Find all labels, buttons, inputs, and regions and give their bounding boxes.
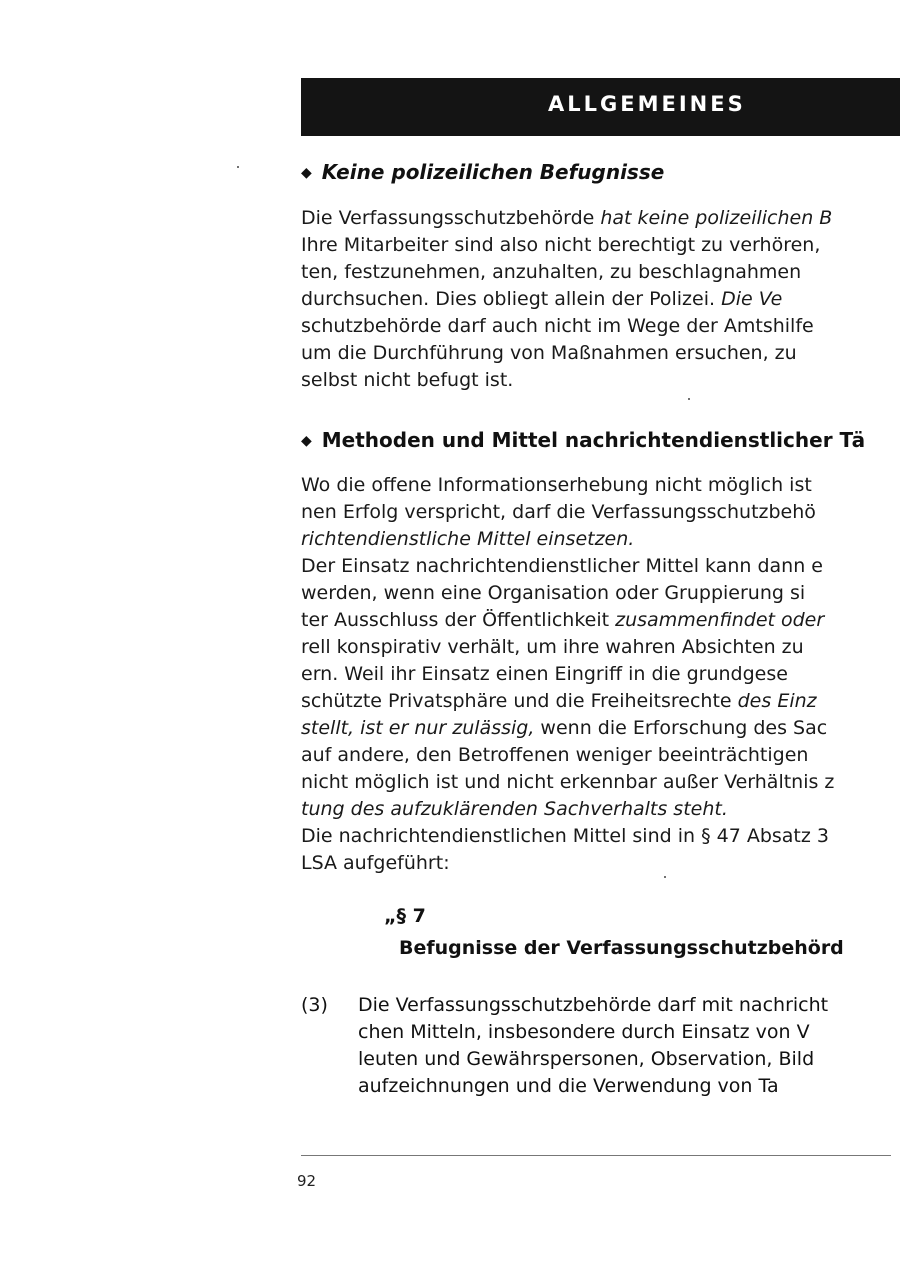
text-segment: rell konspirativ verhält, um ihre wahren Absichten zu [301,636,804,658]
section2-line [301,715,827,741]
text-segment: nen Erfolg verspricht, darf die Verfassungsschutzbehö [301,501,816,523]
text-segment: stellt, ist er nur zulässig, [301,717,535,739]
section2-line [301,472,812,498]
text-segment: tung des aufzuklärenden Sachverhalts steht. [301,798,728,820]
section1-line [301,313,814,339]
text-segment: Die nachrichtendienstlichen Mittel sind in § 47 Absatz 3 [301,825,829,847]
scan-speck [688,398,690,400]
section2-line [301,553,823,579]
text-segment: Der Einsatz nachrichtendienstlicher Mittel kann dann e [301,555,823,577]
text-segment: Ihre Mitarbeiter sind also nicht berechtigt zu verhören, [301,234,821,256]
text-segment: des Einz [737,690,817,712]
section-header-title: ALLGEMEINES [548,92,746,116]
section1-line [301,286,782,312]
law-section-title: Befugnisse der Verfassungsschutzbehörd [399,937,844,959]
law-section-number: „§ 7 [384,905,426,927]
text-segment: schutzbehörde darf auch nicht im Wege der Amtshilfe [301,315,814,337]
section2-line [301,688,817,714]
text-segment: Die Verfassungsschutzbehörde [301,207,601,229]
law-paragraph-number: (3) [301,994,328,1016]
section2-line [301,742,808,768]
page-number: 92 [297,1172,317,1190]
section1-line [301,232,820,258]
section2-line [301,634,804,660]
section1-line [301,367,513,393]
text-segment: wenn die Erforschung des Sac [534,717,828,739]
text-segment: richtendienstliche Mittel einsetzen. [301,528,635,550]
text-segment: Wo die offene Informationserhebung nicht möglich ist [301,474,812,496]
section2-line [301,823,829,849]
text-segment: Die Verfassungsschutzbehörde darf mit nachricht [358,994,829,1016]
text-segment: Die Ve [721,288,783,310]
text-segment: aufzeichnungen und die Verwendung von Ta [358,1075,779,1097]
section1-title: Keine polizeilichen Befugnisse [321,160,665,184]
section2-line [301,661,788,687]
text-segment: nicht möglich ist und nicht erkennbar außer Verhältnis z [301,771,835,793]
section1-line [301,259,801,285]
section2-heading [301,428,865,452]
text-segment: chen Mitteln, insbesondere durch Einsatz von V [358,1021,810,1043]
text-segment: durchsuchen. Dies obliegt allein der Polizei. [301,288,722,310]
footer-rule [301,1155,891,1156]
section2-line [301,526,634,552]
section2-line [301,607,824,633]
scan-speck [664,876,666,878]
section1-line [301,340,797,366]
text-segment: LSA aufgeführt: [301,852,450,874]
section2-line [301,580,805,606]
diamond-bullet-icon: ◆ [301,433,312,449]
text-segment: selbst nicht befugt ist. [301,369,514,391]
law-line [358,1046,814,1072]
text-segment: werden, wenn eine Organisation oder Gruppierung si [301,582,806,604]
section1-line [301,205,832,231]
law-line [358,1019,810,1045]
section2-line [301,796,728,822]
text-segment: um die Durchführung von Maßnahmen ersuchen, zu [301,342,797,364]
section1-heading [301,160,664,184]
section2-title: Methoden und Mittel nachrichtendienstlicher Tä [321,428,866,452]
text-segment: ern. Weil ihr Einsatz einen Eingriff in die grundgese [301,663,788,685]
text-segment: ter Ausschluss der Öffentlichkeit [301,609,616,631]
text-segment: schützte Privatsphäre und die Freiheitsrechte [301,690,738,712]
diamond-bullet-icon: ◆ [301,165,312,181]
scan-speck [237,166,239,168]
text-segment: hat keine polizeilichen B [600,207,833,229]
section2-line [301,499,816,525]
section2-line [301,769,834,795]
text-segment: zusammenfindet oder [615,609,825,631]
section2-line [301,850,450,876]
text-segment: auf andere, den Betroffenen weniger beeinträchtigen [301,744,809,766]
law-line [358,992,828,1018]
text-segment: ten, festzunehmen, anzuhalten, zu beschlagnahmen [301,261,802,283]
text-segment: leuten und Gewährspersonen, Observation, Bild [358,1048,815,1070]
law-line [358,1073,779,1099]
